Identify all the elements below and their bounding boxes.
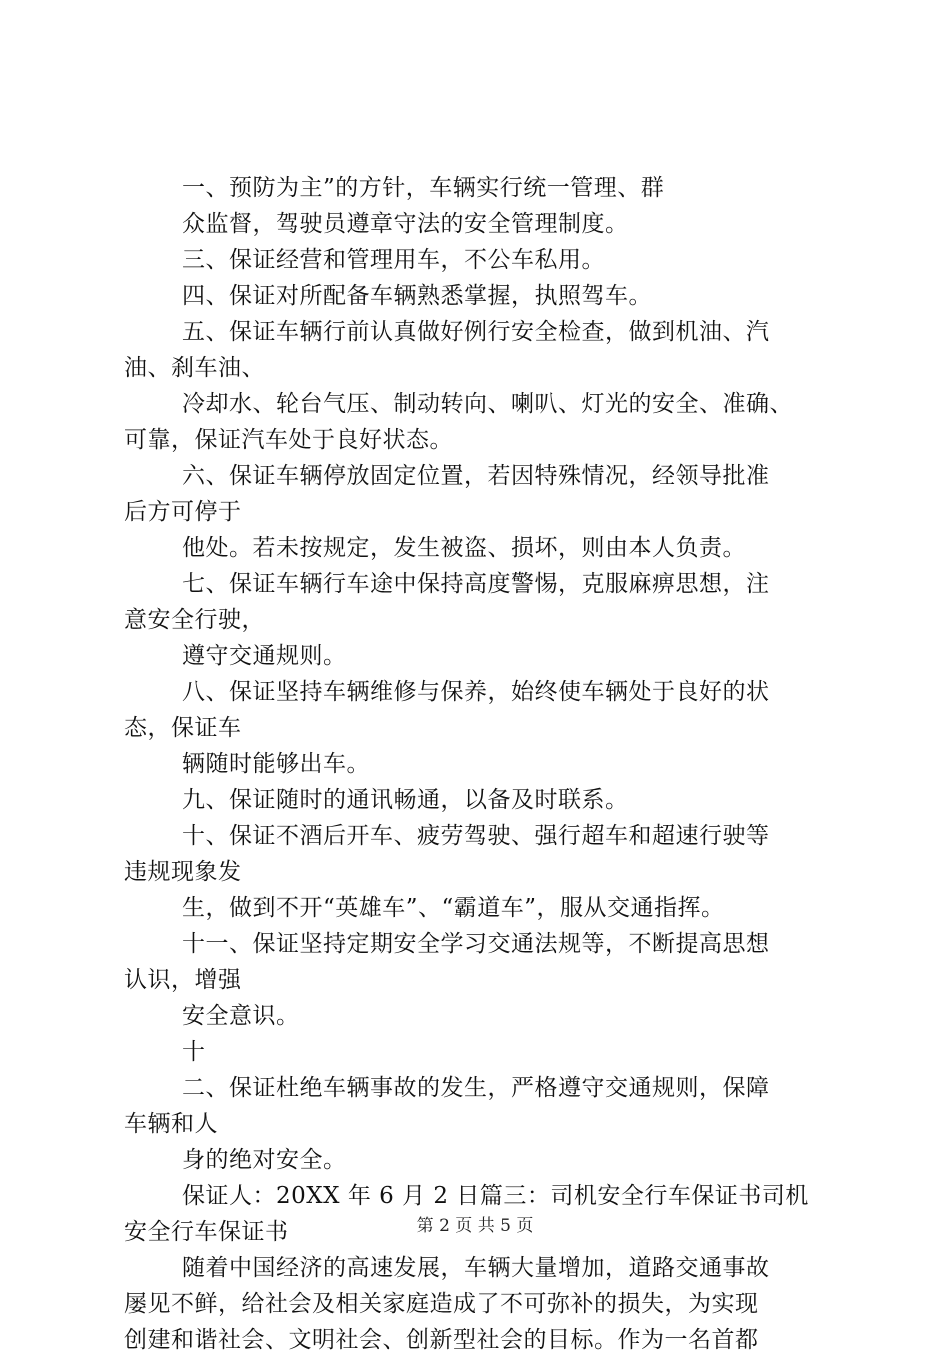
text-line: 遵守交通规则。: [182, 643, 347, 669]
text-line: 七、保证车辆行车途中保持高度警惕，克服麻痹思想，注: [182, 571, 770, 597]
text-line: 认识，增强: [124, 967, 242, 993]
text-line: 一、预防为主”的方针，车辆实行统一管理、群: [182, 175, 665, 201]
text-line: 十、保证不酒后开车、疲劳驾驶、强行超车和超速行驶等: [182, 823, 770, 849]
text-line: 冷却水、轮台气压、制动转向、喇叭、灯光的安全、准确、: [182, 391, 793, 417]
text-line: 众监督，驾驶员遵章守法的安全管理制度。: [182, 211, 629, 237]
text-line: 意安全行驶，: [124, 607, 265, 633]
text-line: 车辆和人: [124, 1111, 218, 1137]
text-line: 安全意识。: [182, 1003, 300, 1029]
text-line: 辆随时能够出车。: [182, 751, 370, 777]
text-line: 八、保证坚持车辆维修与保养，始终使车辆处于良好的状: [182, 679, 770, 705]
text-line: 他处。若未按规定，发生被盗、损坏，则由本人负责。: [182, 535, 746, 561]
text-line: 保证人：20XX 年 6 月 2 日篇三：司机安全行车保证书司机: [182, 1183, 809, 1209]
text-line: 三、保证经营和管理用车，不公车私用。: [182, 247, 605, 273]
text-line: 二、保证杜绝车辆事故的发生，严格遵守交通规则，保障: [182, 1075, 770, 1101]
text-line: 态，保证车: [124, 715, 242, 741]
text-line: 可靠，保证汽车处于良好状态。: [124, 427, 453, 453]
text-line: 后方可停于: [124, 499, 242, 525]
text-line: 十: [182, 1039, 206, 1065]
text-line: 九、保证随时的通讯畅通，以备及时联系。: [182, 787, 629, 813]
page-number-footer: 第 2 页 共 5 页: [416, 1216, 534, 1236]
text-line: 身的绝对安全。: [182, 1147, 347, 1173]
text-line: 生，做到不开“英雄车”、“霸道车”，服从交通指挥。: [182, 895, 725, 921]
text-line: 随着中国经济的高速发展，车辆大量增加，道路交通事故: [182, 1255, 770, 1281]
text-line: 十一、保证坚持定期安全学习交通法规等，不断提高思想: [182, 931, 770, 957]
document-body: [124, 170, 836, 1358]
text-line: 油、刹车油、: [124, 355, 265, 381]
text-line: 五、保证车辆行前认真做好例行安全检查，做到机油、汽: [182, 319, 770, 345]
text-line: 六、保证车辆停放固定位置，若因特殊情况，经领导批准: [182, 463, 770, 489]
text-line: 屡见不鲜，给社会及相关家庭造成了不可弥补的损失，为实现: [124, 1291, 759, 1317]
text-line: 创建和谐社会、文明社会、创新型社会的目标。作为一名首都: [124, 1327, 759, 1353]
text-line: 安全行车保证书: [124, 1219, 289, 1245]
text-line: 四、保证对所配备车辆熟悉掌握，执照驾车。: [182, 283, 652, 309]
text-line: 违规现象发: [124, 859, 242, 885]
